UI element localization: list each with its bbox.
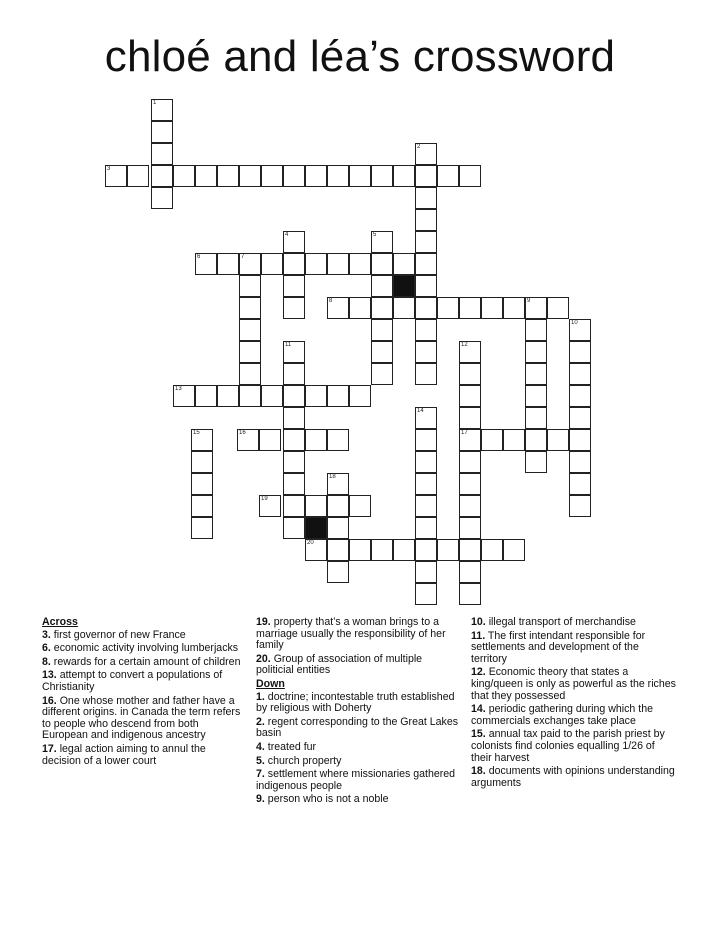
grid-cell[interactable]	[327, 429, 349, 451]
grid-cell[interactable]	[437, 165, 459, 187]
grid-cell[interactable]	[415, 429, 437, 451]
grid-cell[interactable]	[283, 165, 305, 187]
grid-cell[interactable]	[481, 429, 503, 451]
grid-cell[interactable]	[415, 319, 437, 341]
grid-cell[interactable]	[525, 407, 547, 429]
grid-cell[interactable]	[283, 385, 305, 407]
grid-cell[interactable]	[459, 429, 481, 451]
clue-item-number: 12.	[471, 666, 486, 679]
clue-item	[256, 717, 461, 740]
clue-item	[471, 704, 676, 727]
grid-cell[interactable]	[459, 539, 481, 561]
clue-number: 12	[461, 342, 468, 348]
grid-cell[interactable]	[459, 561, 481, 583]
clue-number: 3	[107, 166, 111, 172]
clue-item	[256, 692, 461, 715]
grid-cell[interactable]	[503, 429, 525, 451]
clue-item-number: 18.	[471, 765, 486, 778]
clue-item-number: 9.	[256, 793, 265, 806]
grid-cell[interactable]	[371, 231, 393, 253]
grid-cell[interactable]	[459, 517, 481, 539]
grid-cell[interactable]	[261, 165, 283, 187]
clue-item	[256, 794, 461, 806]
grid-cell[interactable]	[305, 253, 327, 275]
grid-cell[interactable]	[239, 275, 261, 297]
clue-number: 9	[527, 298, 531, 304]
clue-item-text: The first intendant responsible for settlements and development of the territory	[471, 629, 646, 665]
grid-cell[interactable]	[283, 495, 305, 517]
grid-cell[interactable]	[349, 165, 371, 187]
grid-cell[interactable]	[569, 407, 591, 429]
clue-item-text: Group of association of multiple politicial entities	[256, 652, 423, 677]
clue-number: 18	[329, 474, 336, 480]
grid-cell[interactable]	[151, 121, 173, 143]
grid-cell[interactable]	[459, 297, 481, 319]
grid-cell[interactable]	[217, 165, 239, 187]
clue-item	[256, 742, 461, 754]
clue-number: 17	[461, 430, 468, 436]
grid-cell[interactable]	[569, 429, 591, 451]
clue-number: 20	[307, 540, 314, 546]
grid-cell[interactable]	[525, 363, 547, 385]
grid-cell[interactable]	[371, 319, 393, 341]
grid-cell[interactable]	[283, 407, 305, 429]
clue-number: 8	[329, 298, 333, 304]
clue-item-number: 19.	[256, 616, 271, 628]
clue-item	[471, 729, 676, 764]
grid-cell[interactable]	[239, 319, 261, 341]
grid-cell[interactable]	[349, 385, 371, 407]
grid-cell[interactable]	[283, 517, 305, 539]
clue-item-number: 20.	[256, 652, 271, 665]
clue-item	[42, 630, 247, 642]
clue-item	[42, 696, 247, 742]
grid-cell[interactable]	[327, 561, 349, 583]
grid-cell[interactable]	[393, 253, 415, 275]
grid-cell[interactable]	[349, 297, 371, 319]
grid-cell[interactable]	[415, 407, 437, 429]
grid-cell[interactable]	[239, 253, 261, 275]
grid-cell[interactable]	[151, 187, 173, 209]
clue-item	[471, 667, 676, 702]
grid-cell[interactable]	[195, 165, 217, 187]
clue-item-text: treated fur	[267, 740, 317, 753]
grid-cell[interactable]	[415, 231, 437, 253]
grid-cell[interactable]	[459, 407, 481, 429]
clue-number: 16	[239, 430, 246, 436]
clue-item-number: 16.	[42, 694, 57, 707]
clue-item-text: regent corresponding to the Great Lakes basin	[256, 715, 459, 740]
grid-cell[interactable]	[305, 539, 327, 561]
grid-cell[interactable]	[525, 429, 547, 451]
grid-cell[interactable]	[503, 539, 525, 561]
grid-cell[interactable]	[261, 253, 283, 275]
clue-item	[256, 617, 461, 652]
clue-item-number: 2.	[256, 715, 265, 728]
clue-number: 6	[197, 254, 201, 260]
grid-cell[interactable]	[569, 319, 591, 341]
grid-cell[interactable]	[459, 583, 481, 605]
grid-cell[interactable]	[283, 231, 305, 253]
grid-cell[interactable]	[459, 495, 481, 517]
block-cell	[305, 517, 327, 539]
grid-cell[interactable]	[415, 275, 437, 297]
clue-item-number: 14.	[471, 703, 486, 716]
grid-cell[interactable]	[259, 495, 281, 517]
grid-cell[interactable]	[569, 341, 591, 363]
grid-cell[interactable]	[459, 473, 481, 495]
grid-cell[interactable]	[173, 165, 195, 187]
clue-item-text: first governor of new France	[53, 628, 186, 641]
grid-cell[interactable]	[503, 297, 525, 319]
clue-item-number: 5.	[256, 754, 265, 767]
grid-cell[interactable]	[569, 451, 591, 473]
clue-item-number: 6.	[42, 642, 51, 655]
grid-cell[interactable]	[459, 451, 481, 473]
clue-number: 13	[175, 386, 182, 392]
grid-cell[interactable]	[459, 165, 481, 187]
grid-cell[interactable]	[415, 473, 437, 495]
block-cell	[393, 275, 415, 297]
grid-cell[interactable]	[305, 495, 327, 517]
grid-cell[interactable]	[239, 165, 261, 187]
grid-cell[interactable]	[349, 253, 371, 275]
clue-item	[471, 766, 676, 789]
grid-cell[interactable]	[327, 539, 349, 561]
down-heading: Down	[256, 677, 285, 690]
grid-cell[interactable]	[191, 451, 213, 473]
grid-cell[interactable]	[191, 517, 213, 539]
clue-item	[256, 654, 461, 677]
clue-item	[42, 643, 247, 655]
grid-cell[interactable]	[459, 385, 481, 407]
grid-cell[interactable]	[349, 495, 371, 517]
grid-cell[interactable]	[283, 297, 305, 319]
grid-cell[interactable]	[239, 385, 261, 407]
grid-cell[interactable]	[151, 99, 173, 121]
grid-cell[interactable]	[305, 165, 327, 187]
grid-cell[interactable]	[415, 539, 437, 561]
grid-cell[interactable]	[525, 341, 547, 363]
clue-item-text: periodic gathering during which the commercials exchanges take place	[471, 703, 653, 727]
clue-item-number: 1.	[256, 690, 265, 703]
grid-cell[interactable]	[283, 275, 305, 297]
grid-cell[interactable]	[437, 539, 459, 561]
grid-cell[interactable]	[415, 517, 437, 539]
clue-number: 1	[153, 100, 157, 106]
grid-cell[interactable]	[151, 165, 173, 187]
clue-number: 11	[285, 342, 292, 348]
grid-cell[interactable]	[327, 385, 349, 407]
grid-cell[interactable]	[283, 473, 305, 495]
grid-cell[interactable]	[415, 495, 437, 517]
clue-item-text: settlement where missionaries gathered indigenous people	[256, 768, 456, 792]
grid-cell[interactable]	[259, 429, 281, 451]
clue-number: 5	[373, 232, 377, 238]
grid-cell[interactable]	[283, 451, 305, 473]
clue-item-text: documents with opinions understanding arguments	[471, 765, 675, 789]
grid-cell[interactable]	[327, 517, 349, 539]
clue-column-3	[471, 617, 676, 791]
grid-cell[interactable]	[327, 495, 349, 517]
grid-cell[interactable]	[569, 385, 591, 407]
clue-item-text: person who is not a noble	[267, 793, 389, 806]
grid-cell[interactable]	[481, 539, 503, 561]
clue-item-text: doctrine; incontestable truth established by religious with Doherty	[256, 690, 455, 715]
grid-cell[interactable]	[415, 583, 437, 605]
clue-item-number: 11.	[471, 629, 486, 642]
clue-item-text: attempt to convert a populations of Christianity	[42, 669, 223, 693]
clue-item-text: One whose mother and father have a different origins. in Canada the term refers to people who descend from both European and indigenous ancestry	[42, 694, 241, 742]
grid-cell[interactable]	[525, 451, 547, 473]
clue-item-text: annual tax paid to the parish priest by colonists find colonies equalling 1/26 of their harvest	[471, 728, 665, 764]
grid-cell[interactable]	[415, 253, 437, 275]
grid-cell[interactable]	[415, 297, 437, 319]
grid-cell[interactable]	[415, 187, 437, 209]
grid-cell[interactable]	[173, 385, 195, 407]
grid-cell[interactable]	[371, 165, 393, 187]
clue-item-text: church property	[267, 754, 342, 767]
page-title: chloé and léa’s crossword	[104, 32, 616, 81]
grid-cell[interactable]	[305, 429, 327, 451]
clue-item-number: 13.	[42, 669, 57, 682]
grid-cell[interactable]	[371, 297, 393, 319]
grid-cell[interactable]	[239, 297, 261, 319]
grid-cell[interactable]	[371, 253, 393, 275]
grid-cell[interactable]	[283, 363, 305, 385]
grid-cell[interactable]	[415, 561, 437, 583]
grid-cell[interactable]	[327, 165, 349, 187]
grid-cell[interactable]	[393, 539, 415, 561]
grid-cell[interactable]	[415, 363, 437, 385]
grid-cell[interactable]	[195, 253, 217, 275]
clue-item-number: 10.	[471, 616, 486, 628]
clue-item-text: economic activity involving lumberjacks	[53, 642, 239, 655]
clue-item	[256, 769, 461, 792]
clue-number: 19	[261, 496, 268, 502]
grid-cell[interactable]	[547, 429, 569, 451]
clue-item-text: legal action aiming to annul the decision of a lower court	[42, 742, 206, 767]
clue-item	[42, 657, 247, 669]
grid-cell[interactable]	[481, 297, 503, 319]
clue-item	[471, 617, 676, 629]
grid-cell[interactable]	[327, 473, 349, 495]
grid-cell[interactable]	[239, 363, 261, 385]
clue-item-text: Economic theory that states a king/queen is only as powerful as the riches that they possessed	[471, 666, 676, 702]
grid-cell[interactable]	[283, 341, 305, 363]
grid-cell[interactable]	[415, 209, 437, 231]
clue-item	[42, 744, 247, 767]
clue-item-number: 17.	[42, 742, 57, 755]
grid-cell[interactable]	[459, 341, 481, 363]
clue-item	[42, 670, 247, 693]
clue-number: 4	[285, 232, 289, 238]
clue-item-text: property that’s a woman brings to a marriage usually the responsibility of her family	[256, 616, 446, 652]
grid-cell[interactable]	[127, 165, 149, 187]
grid-cell[interactable]	[283, 253, 305, 275]
clue-item-number: 3.	[42, 628, 51, 641]
clue-item	[256, 756, 461, 768]
grid-cell[interactable]	[237, 429, 259, 451]
grid-cell[interactable]	[217, 253, 239, 275]
clue-item-number: 7.	[256, 768, 265, 781]
grid-cell[interactable]	[105, 165, 127, 187]
grid-cell[interactable]	[305, 385, 327, 407]
clue-number: 7	[241, 254, 245, 260]
grid-cell[interactable]	[371, 539, 393, 561]
clue-number: 14	[417, 408, 424, 414]
grid-cell[interactable]	[459, 363, 481, 385]
grid-cell[interactable]	[349, 539, 371, 561]
grid-cell[interactable]	[191, 473, 213, 495]
grid-cell[interactable]	[191, 495, 213, 517]
grid-cell[interactable]	[393, 297, 415, 319]
clue-item-text: illegal transport of merchandise	[488, 616, 636, 628]
clue-item	[471, 631, 676, 666]
grid-cell[interactable]	[151, 143, 173, 165]
grid-cell[interactable]	[569, 473, 591, 495]
grid-cell[interactable]	[261, 385, 283, 407]
grid-cell[interactable]	[525, 297, 547, 319]
clue-number: 2	[417, 144, 421, 150]
grid-cell[interactable]	[437, 297, 459, 319]
grid-cell[interactable]	[547, 297, 569, 319]
grid-cell[interactable]	[239, 341, 261, 363]
grid-cell[interactable]	[195, 385, 217, 407]
grid-cell[interactable]	[415, 451, 437, 473]
clue-number: 15	[193, 430, 200, 436]
grid-cell[interactable]	[569, 495, 591, 517]
grid-cell[interactable]	[327, 253, 349, 275]
grid-cell[interactable]	[569, 363, 591, 385]
clue-column-1	[42, 617, 247, 769]
clue-item-number: 4.	[256, 740, 265, 753]
grid-cell[interactable]	[371, 363, 393, 385]
grid-cell[interactable]	[415, 341, 437, 363]
grid-cell[interactable]	[415, 143, 437, 165]
grid-cell[interactable]	[371, 341, 393, 363]
clue-item-number: 8.	[42, 655, 51, 668]
grid-cell[interactable]	[525, 385, 547, 407]
grid-cell[interactable]	[371, 275, 393, 297]
grid-cell[interactable]	[327, 297, 349, 319]
across-heading: Across	[42, 616, 78, 628]
clue-item-text: rewards for a certain amount of children	[53, 655, 241, 668]
grid-cell[interactable]	[393, 165, 415, 187]
grid-cell[interactable]	[191, 429, 213, 451]
clue-number: 10	[571, 320, 578, 326]
clue-column-2	[256, 617, 461, 808]
clue-item-number: 15.	[471, 728, 486, 741]
grid-cell[interactable]	[415, 165, 437, 187]
grid-cell[interactable]	[525, 319, 547, 341]
grid-cell[interactable]	[283, 429, 305, 451]
grid-cell[interactable]	[217, 385, 239, 407]
